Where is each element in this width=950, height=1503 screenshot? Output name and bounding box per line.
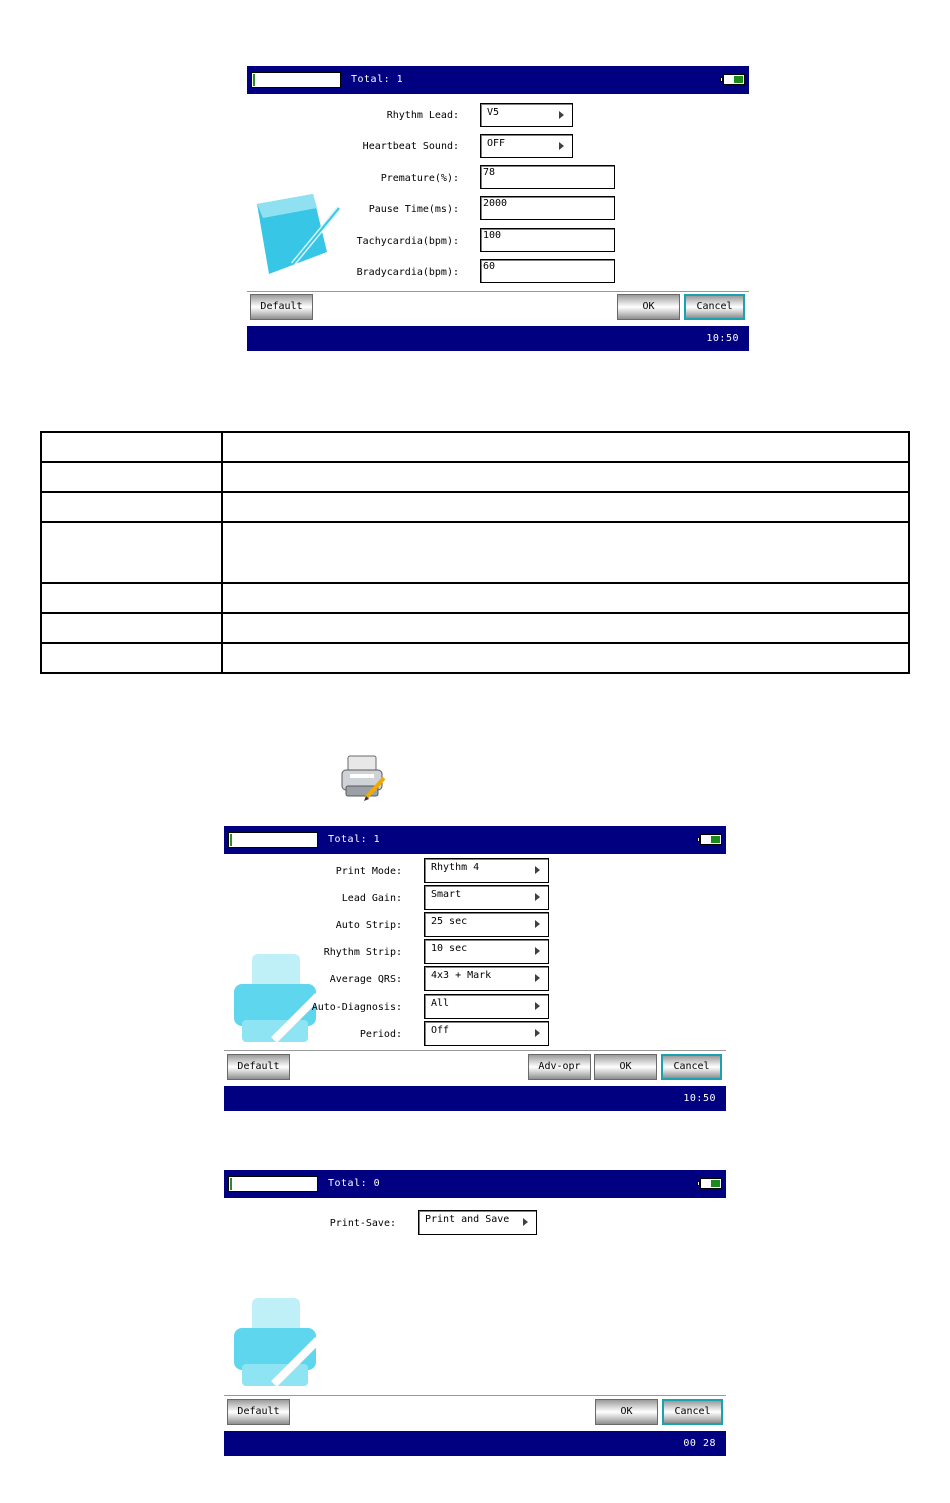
title-bar	[224, 826, 726, 854]
right-arrow-icon	[535, 1029, 540, 1037]
bradycardia-label: Bradycardia(bpm):	[356, 267, 459, 278]
divider	[224, 1395, 726, 1396]
battery-icon	[723, 74, 745, 85]
printer-watermark-icon	[230, 1294, 326, 1392]
title-bar	[224, 1170, 726, 1198]
premature-value: 78	[483, 167, 496, 178]
table-cell-key	[41, 643, 222, 673]
clock: 10:50	[706, 333, 739, 344]
print-settings-screen	[224, 826, 726, 1111]
table-row	[41, 432, 909, 462]
tachycardia-value: 100	[483, 230, 502, 241]
average-qrs-value: 4x3 + Mark	[431, 970, 492, 981]
divider	[247, 291, 749, 292]
battery-icon	[700, 1178, 722, 1189]
period-label: Period:	[359, 1029, 402, 1040]
table-cell-value	[222, 613, 909, 643]
auto-diagnosis-select[interactable]	[424, 994, 549, 1019]
table-row	[41, 522, 909, 583]
table-cell-value	[222, 462, 909, 492]
lead-gain-value: Smart	[431, 889, 462, 900]
rhythm-lead-label: Rhythm Lead:	[386, 110, 459, 121]
table-cell-value	[222, 583, 909, 613]
lead-gain-select[interactable]	[424, 885, 549, 910]
ok-button[interactable]: OK	[595, 1399, 658, 1425]
table-cell-key	[41, 583, 222, 613]
print-save-value: Print and Save	[425, 1214, 510, 1225]
settings-table	[40, 431, 910, 674]
premature-input[interactable]	[480, 165, 615, 189]
pause-time-input[interactable]	[480, 196, 615, 220]
tachycardia-label: Tachycardia(bpm):	[356, 236, 459, 247]
lead-gain-label: Lead Gain:	[341, 893, 402, 904]
print-mode-label: Print Mode:	[335, 866, 402, 877]
heartbeat-sound-select[interactable]	[480, 134, 573, 158]
print-save-label: Print-Save:	[329, 1218, 396, 1229]
status-bar	[224, 1086, 726, 1111]
tachycardia-input[interactable]	[480, 228, 615, 252]
default-button[interactable]: Default	[227, 1054, 290, 1080]
right-arrow-icon	[535, 974, 540, 982]
rhythm-strip-select[interactable]	[424, 939, 549, 964]
patient-id-box[interactable]	[228, 832, 318, 848]
print-mode-select[interactable]	[424, 858, 549, 883]
right-arrow-icon	[535, 1002, 540, 1010]
average-qrs-select[interactable]	[424, 966, 549, 991]
divider	[224, 1050, 726, 1051]
period-value: Off	[431, 1025, 450, 1036]
right-arrow-icon	[559, 142, 564, 150]
heartbeat-sound-value: OFF	[487, 138, 506, 149]
adv-opr-button[interactable]: Adv-opr	[528, 1054, 591, 1080]
auto-strip-select[interactable]	[424, 912, 549, 937]
total-count: Total: 0	[328, 1178, 381, 1189]
auto-diagnosis-value: All	[431, 998, 450, 1009]
table-cell-value	[222, 522, 909, 583]
pause-time-value: 2000	[483, 198, 508, 209]
ok-button[interactable]: OK	[617, 294, 680, 320]
premature-label: Premature(%):	[380, 173, 459, 184]
average-qrs-label: Average QRS:	[329, 974, 402, 985]
right-arrow-icon	[559, 111, 564, 119]
arrhythmia-settings-screen	[247, 66, 749, 351]
table-cell-key	[41, 432, 222, 462]
title-bar	[247, 66, 749, 94]
period-select[interactable]	[424, 1021, 549, 1046]
right-arrow-icon	[523, 1218, 528, 1226]
cancel-button[interactable]: Cancel	[684, 294, 745, 320]
total-count: Total: 1	[351, 74, 404, 85]
rhythm-strip-label: Rhythm Strip:	[323, 947, 402, 958]
table-cell-key	[41, 613, 222, 643]
patient-id-box[interactable]	[251, 72, 341, 88]
rhythm-lead-select[interactable]	[480, 103, 573, 127]
print-mode-value: Rhythm 4	[431, 862, 480, 873]
print-save-select[interactable]	[418, 1210, 537, 1235]
table-cell-key	[41, 522, 222, 583]
status-bar	[247, 326, 749, 351]
pause-time-label: Pause Time(ms):	[368, 204, 459, 215]
table-row	[41, 583, 909, 613]
right-arrow-icon	[535, 866, 540, 874]
right-arrow-icon	[535, 893, 540, 901]
auto-strip-label: Auto Strip:	[335, 920, 402, 931]
right-arrow-icon	[535, 947, 540, 955]
cancel-button[interactable]: Cancel	[661, 1054, 722, 1080]
table-row	[41, 613, 909, 643]
print-save-screen	[224, 1170, 726, 1456]
patient-id-box[interactable]	[228, 1176, 318, 1192]
auto-diagnosis-label: Auto-Diagnosis:	[311, 1002, 402, 1013]
rhythm-strip-value: 10 sec	[431, 943, 468, 954]
bradycardia-input[interactable]	[480, 259, 615, 283]
default-button[interactable]: Default	[250, 294, 313, 320]
table-cell-key	[41, 462, 222, 492]
status-bar	[224, 1431, 726, 1456]
clock: 10:50	[683, 1093, 716, 1104]
table-cell-value	[222, 432, 909, 462]
printer-watermark-icon	[230, 950, 326, 1048]
heartbeat-sound-label: Heartbeat Sound:	[362, 141, 459, 152]
ok-button[interactable]: OK	[594, 1054, 657, 1080]
table-row	[41, 492, 909, 522]
table-cell-value	[222, 492, 909, 522]
default-button[interactable]: Default	[227, 1399, 290, 1425]
rhythm-lead-value: V5	[487, 107, 500, 118]
auto-strip-value: 25 sec	[431, 916, 468, 927]
table-row	[41, 643, 909, 673]
arrhythmia-watermark-icon	[253, 194, 345, 282]
printer-icon	[338, 752, 390, 804]
table-row	[41, 462, 909, 492]
clock: 00 28	[683, 1438, 716, 1449]
cancel-button[interactable]: Cancel	[662, 1399, 723, 1425]
bradycardia-value: 60	[483, 261, 496, 272]
right-arrow-icon	[535, 920, 540, 928]
table-cell-value	[222, 643, 909, 673]
total-count: Total: 1	[328, 834, 381, 845]
table-cell-key	[41, 492, 222, 522]
battery-icon	[700, 834, 722, 845]
